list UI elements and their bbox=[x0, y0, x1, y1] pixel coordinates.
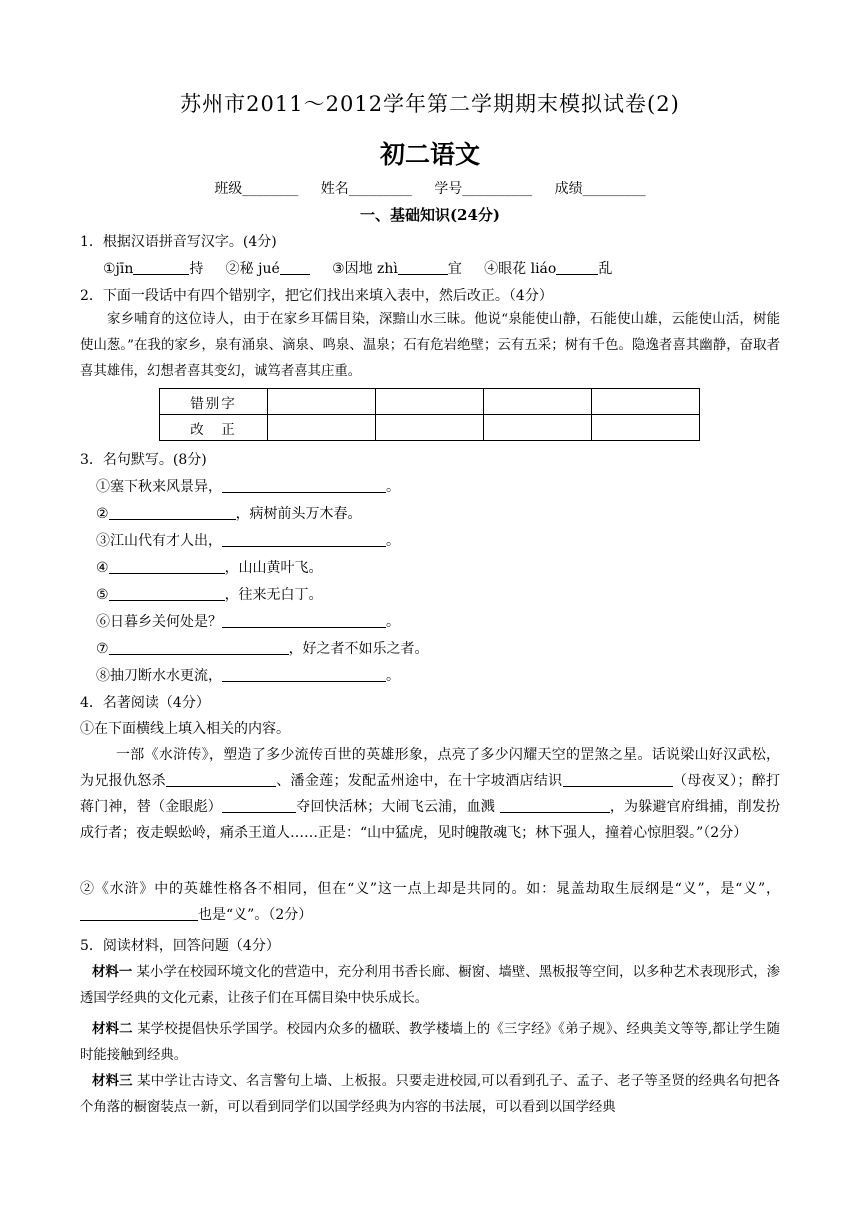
name-field: 姓名_________ bbox=[320, 181, 412, 197]
material-3-text: 某中学让古诗文、名言警句上墙、上板报。只要走进校园,可以看到孔子、孟子、老子等圣贤的经典名句把各个角落的橱窗装点一新，可以看到同学们以国学经典为内容的书法展，可以看到以国学经典 bbox=[80, 1074, 780, 1115]
table-cell[interactable] bbox=[484, 389, 592, 415]
class-field: 班级________ bbox=[214, 181, 299, 197]
q4-passage-text: 、潘金莲；发配孟州途中，在十字坡酒店结识 bbox=[275, 773, 563, 789]
q1-blank-4[interactable] bbox=[556, 260, 598, 275]
poem-line-tail: ，病树前头万木春。 bbox=[235, 506, 362, 522]
material-1-text: 某小学在校园环境文化的营造中，充分利用书香长廊、橱窗、墙壁、黑板报等空间，以多种艺术表现形式，渗透国学经典的文化元素，让孩子们在耳儒目染中快乐成长。 bbox=[80, 965, 781, 1006]
poem-line-7 bbox=[96, 638, 429, 658]
table-cell[interactable] bbox=[484, 415, 592, 441]
q3-stem: 3．名句默写。(8分) bbox=[80, 452, 207, 468]
poem-line-text: ⑥日暮乡关何处是？ bbox=[96, 614, 222, 630]
q4-passage-text: 一部《水浒传》，塑造了多少流传百世的英雄形象，点亮了多少闪耀天空的罡煞之星。话说梁山好汉武松，为兄报仇怒杀 bbox=[80, 747, 780, 789]
q4-passage-text: （母夜叉）；醉打蒋门神，替（金眼彪） bbox=[80, 773, 781, 815]
q1-item-1-pinyin: ①jīn bbox=[103, 261, 134, 277]
q4-blank-3[interactable] bbox=[222, 798, 296, 813]
poem-line-tail: ，往来无白丁。 bbox=[224, 587, 323, 603]
poem-blank-7[interactable] bbox=[109, 640, 289, 655]
student-info-line bbox=[0, 178, 860, 198]
poem-line-2 bbox=[96, 503, 362, 523]
q2-stem: 2．下面一段话中有四个错别字，把它们找出来填入表中，然后改正。（4分） bbox=[80, 288, 553, 304]
poem-line-tail: 。 bbox=[386, 479, 400, 495]
poem-line-text: ③江山代有才人出， bbox=[96, 533, 222, 549]
poem-blank-6[interactable] bbox=[222, 613, 386, 628]
q1-item-3-pinyin: ③因地 zhì bbox=[332, 261, 398, 277]
q4-sub2 bbox=[80, 876, 780, 928]
poem-line-6 bbox=[96, 611, 400, 631]
exam-subtitle: 初二语文 bbox=[379, 140, 480, 169]
material-3-label: 材料三 bbox=[92, 1073, 133, 1089]
poem-blank-5[interactable] bbox=[109, 586, 225, 601]
poem-line-text: ①塞下秋来风景异， bbox=[96, 479, 222, 495]
q4-sub1: ①在下面横线上填入相关的内容。 bbox=[80, 721, 290, 737]
material-2-text: 某学校提倡快乐学国学。校园内众多的楹联、教学楼墙上的《三字经》《弟子规》、经典美文等等,都让学生随时能接触到经典。 bbox=[80, 1022, 780, 1063]
material-1-label: 材料一 bbox=[92, 964, 133, 980]
q4-blank-4[interactable] bbox=[500, 798, 610, 813]
q1-item-4-tail: 乱 bbox=[598, 261, 613, 277]
poem-blank-2[interactable] bbox=[109, 505, 236, 520]
table-cell[interactable] bbox=[376, 415, 484, 441]
exam-title: 苏州市2011～2012学年第二学期期末模拟试卷(2) bbox=[180, 92, 680, 116]
poem-line-1 bbox=[96, 476, 400, 496]
q1-item-3-tail: 宜 bbox=[447, 261, 462, 277]
correction-table bbox=[159, 388, 700, 441]
q4-sub2-text: 也是“义”。（2分） bbox=[198, 907, 313, 923]
material-2 bbox=[80, 1016, 780, 1069]
q4-passage-text: ，为躲避官府缉捕，削发扮成行者；夜走蜈蚣岭，痛杀王道人……正是：“山中猛虎，见时魄散魂飞；林下强人，撞着心惊胆裂。”（2分） bbox=[80, 799, 781, 841]
material-3 bbox=[80, 1068, 780, 1121]
poem-line-tail: 。 bbox=[386, 668, 400, 684]
table-row bbox=[160, 415, 700, 441]
poem-blank-3[interactable] bbox=[222, 532, 386, 547]
poem-blank-1[interactable] bbox=[222, 478, 386, 493]
table-cell[interactable] bbox=[268, 415, 376, 441]
poem-line-text: ⑤ bbox=[96, 587, 109, 603]
q1-item-1-tail: 持 bbox=[189, 261, 204, 277]
q4-passage bbox=[80, 742, 780, 846]
table-header-correct: 改 正 bbox=[160, 415, 268, 441]
poem-line-3 bbox=[96, 530, 400, 550]
q4-blank-5[interactable] bbox=[80, 906, 198, 921]
poem-line-4 bbox=[96, 557, 323, 577]
q1-blank-3[interactable] bbox=[398, 260, 448, 275]
poem-line-tail: 。 bbox=[386, 614, 400, 630]
material-1 bbox=[80, 959, 780, 1012]
poem-line-tail: ，好之者不如乐之者。 bbox=[288, 641, 429, 657]
poem-line-text: ④ bbox=[96, 560, 109, 576]
poem-line-text: ⑦ bbox=[96, 641, 109, 657]
poem-line-text: ⑧抽刀断水水更流， bbox=[96, 668, 222, 684]
q1-item-4-pinyin: ④眼花 liáo bbox=[484, 261, 557, 277]
table-cell[interactable] bbox=[376, 389, 484, 415]
poem-line-text: ② bbox=[96, 506, 109, 522]
table-cell[interactable] bbox=[592, 389, 700, 415]
table-header-wrong: 错别字 bbox=[160, 389, 268, 415]
q1-stem: 1．根据汉语拼音写汉字。(4分) bbox=[80, 234, 277, 250]
poem-line-tail: ，山山黄叶飞。 bbox=[224, 560, 323, 576]
q1-blank-2[interactable] bbox=[280, 260, 310, 275]
q4-blank-2[interactable] bbox=[563, 772, 673, 787]
table-cell[interactable] bbox=[268, 389, 376, 415]
table-row bbox=[160, 389, 700, 415]
q4-stem: 4．名著阅读（4分） bbox=[80, 695, 210, 711]
material-2-label: 材料二 bbox=[92, 1021, 133, 1037]
q1-blank-1[interactable] bbox=[133, 260, 189, 275]
poem-line-5 bbox=[96, 584, 323, 604]
table-cell[interactable] bbox=[592, 415, 700, 441]
q1-item-2-pinyin: ②秘 jué bbox=[225, 261, 280, 277]
poem-line-8 bbox=[96, 665, 400, 685]
q4-sub2-text: ②《水浒》中的英雄性格各不相同，但在“义”这一点上却是共同的。如：晁盖劫取生辰纲是“义”，是“义”， bbox=[80, 881, 780, 897]
q1-items bbox=[103, 258, 612, 278]
q4-blank-1[interactable] bbox=[166, 772, 276, 787]
q5-stem: 5．阅读材料，回答问题（4分） bbox=[80, 938, 280, 954]
poem-line-tail: 。 bbox=[386, 533, 400, 549]
section-heading: 一、基础知识(24分) bbox=[359, 206, 501, 224]
poem-blank-8[interactable] bbox=[222, 667, 386, 682]
score-field: 成绩_________ bbox=[554, 181, 646, 197]
q2-passage: 家乡哺育的这位诗人，由于在家乡耳儒目染，深黯山水三昧。他说“泉能使山静，石能使山雄，云能使山活，树能使山葱。”在我的家乡，泉有涌泉、滴泉、鸣泉、温泉；石有危岩绝壁；云有五采；树有千色。隐逸者喜其幽静，奋取者喜其雄伟，幻想者喜其变幻，诚笃者喜其庄重。 bbox=[80, 312, 780, 379]
student-id-field: 学号__________ bbox=[434, 181, 533, 197]
poem-blank-4[interactable] bbox=[109, 559, 225, 574]
q4-passage-text: 夺回快活林；大闹飞云浦，血溅 bbox=[296, 799, 495, 815]
